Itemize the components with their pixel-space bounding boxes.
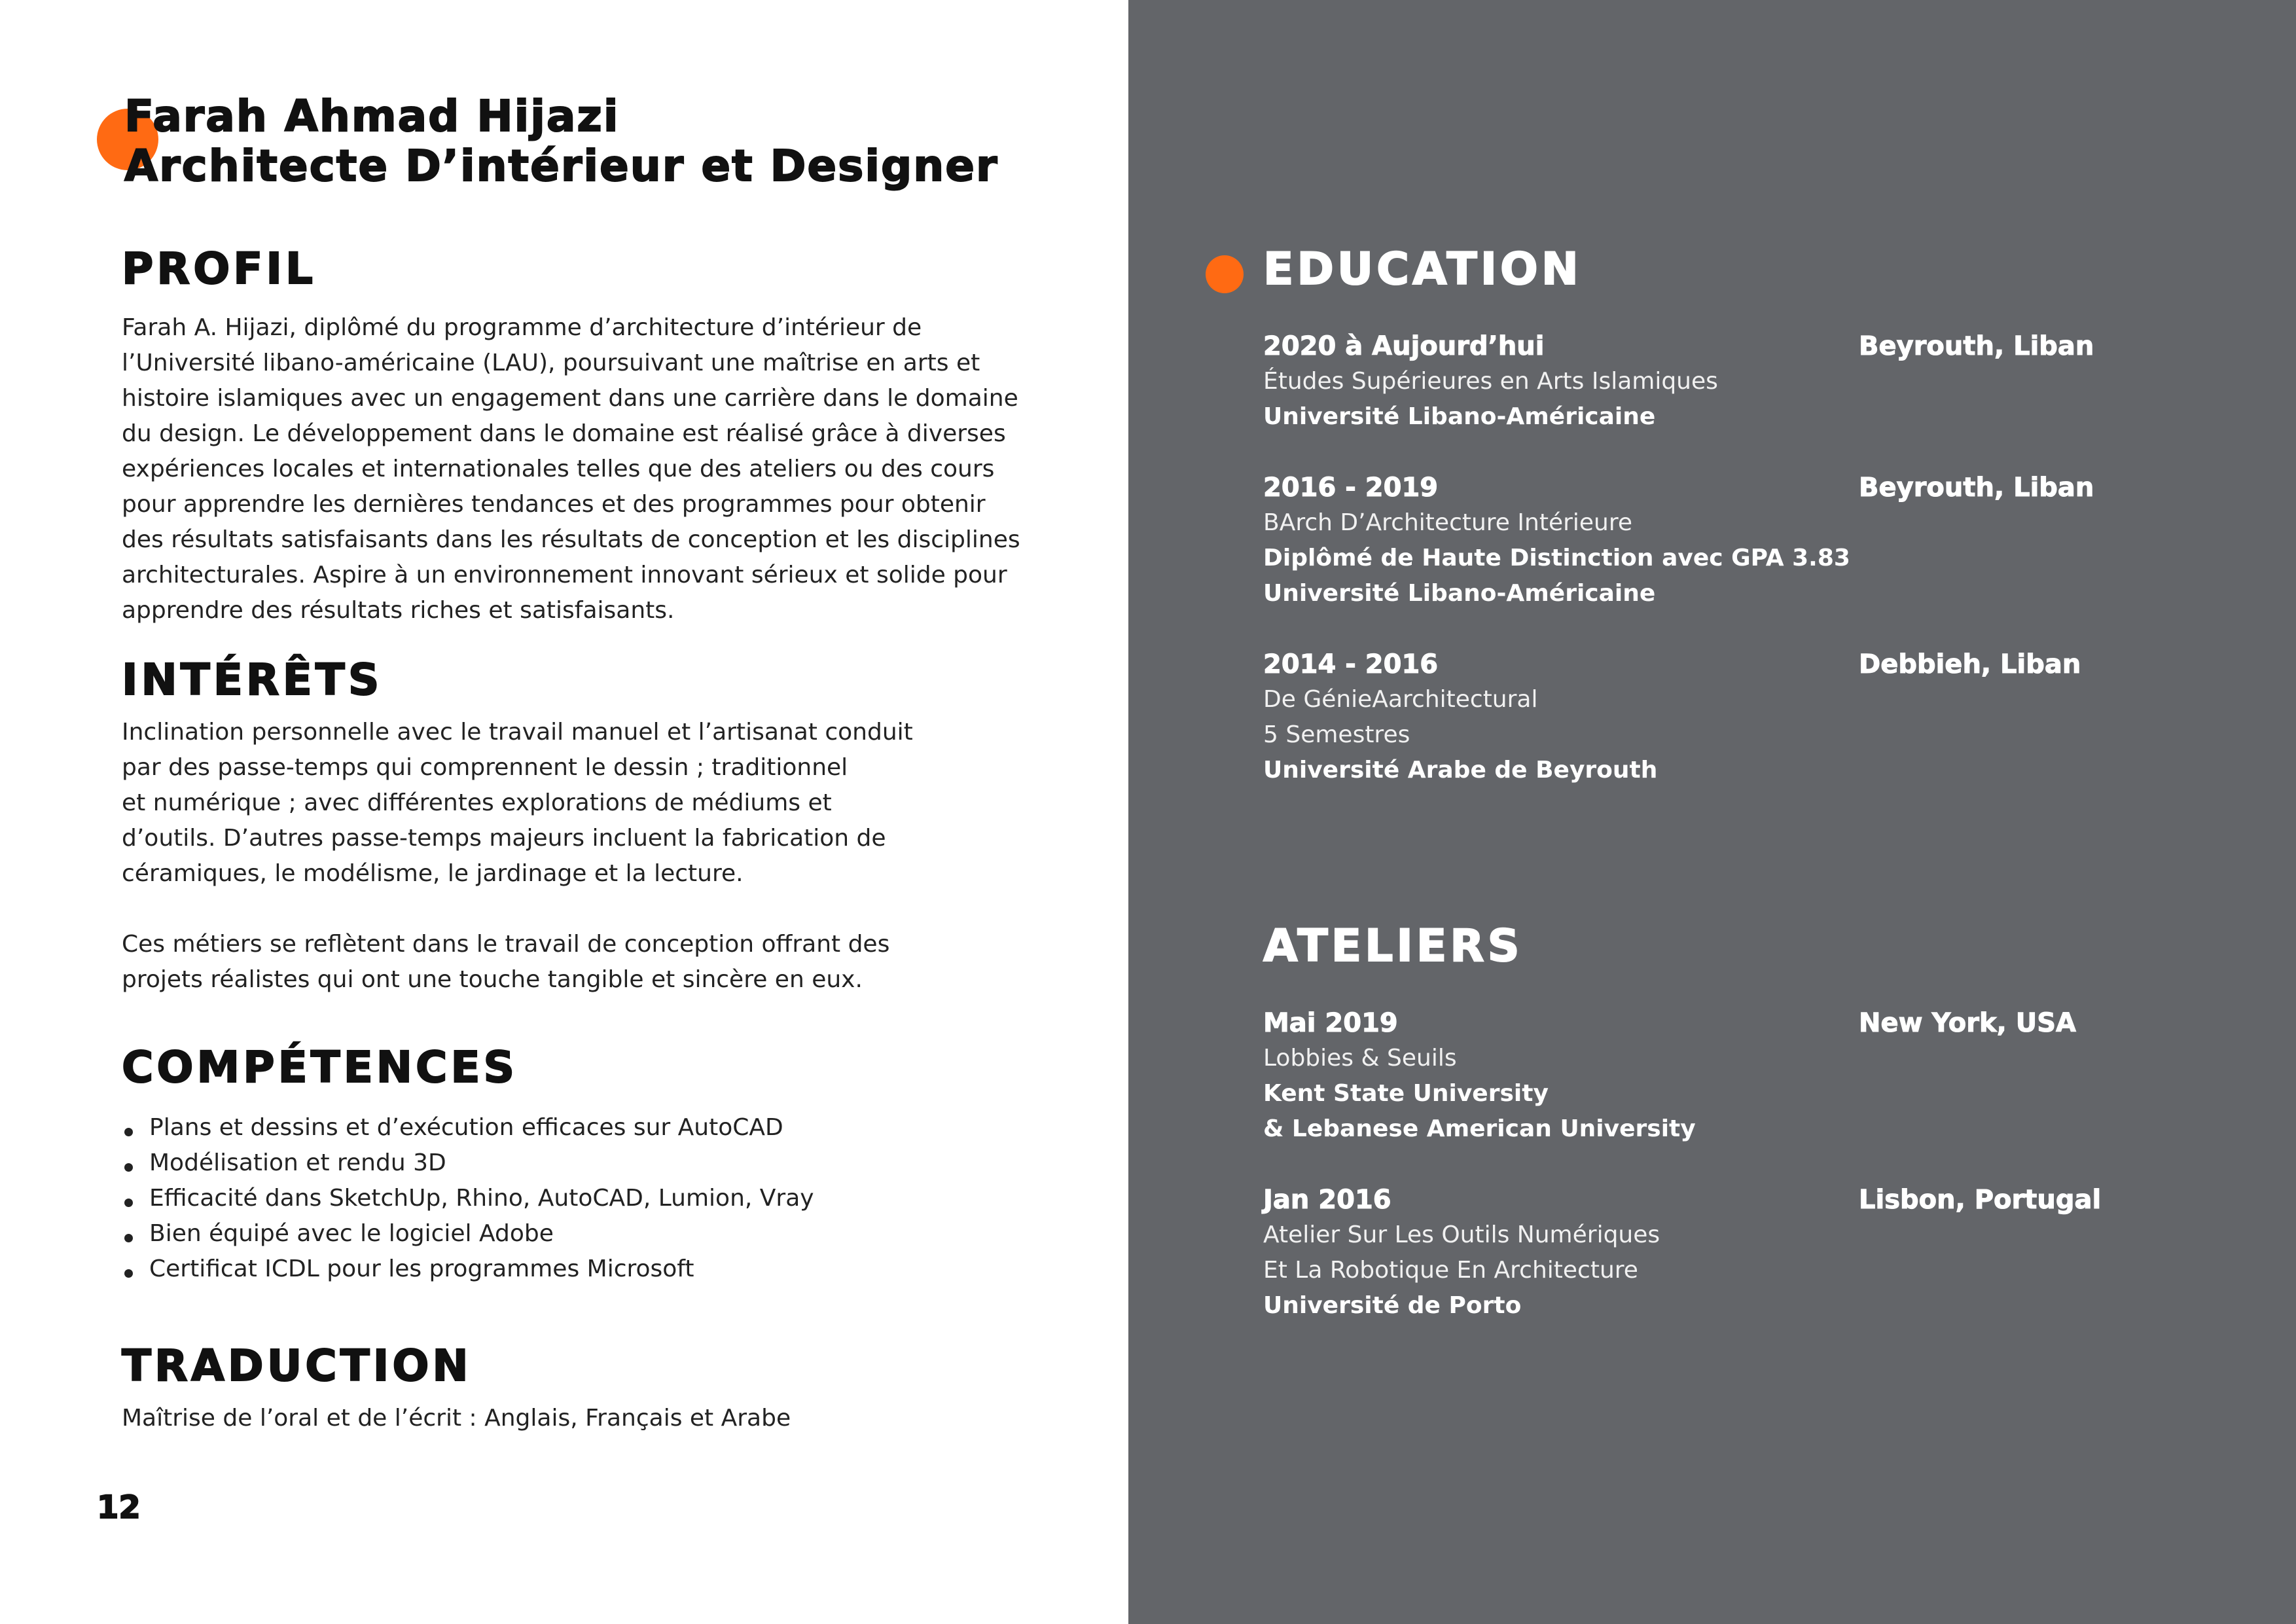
entry-date: 2014 - 2016: [1263, 649, 1439, 679]
text-line: expériences locales et internationales telles que des ateliers ou des cours: [122, 456, 995, 482]
text-line: des résultats satisfaisants dans les résultats de conception et les disciplines: [122, 526, 1020, 553]
traduction-text: Maîtrise de l’oral et de l’écrit : Anglais, Français et Arabe: [122, 1405, 791, 1432]
text-line: par des passe-temps qui comprennent le dessin ; traditionnel: [122, 754, 848, 781]
text-line: l’Université libano-américaine (LAU), poursuivant une maîtrise en arts et: [122, 350, 980, 376]
entry-line-bold: & Lebanese American University: [1263, 1115, 1696, 1142]
entry-date: Jan 2016: [1263, 1185, 1391, 1215]
bullet-icon: [124, 1234, 133, 1242]
entry-line: Études Supérieures en Arts Islamiques: [1263, 368, 1718, 395]
interets-heading: INTÉRÊTS: [122, 655, 383, 705]
entry-date: 2016 - 2019: [1263, 473, 1439, 503]
entry-date: Mai 2019: [1263, 1008, 1398, 1038]
resume-title: Architecte D’intérieur et Designer: [124, 141, 999, 191]
text-line: Inclination personnelle avec le travail manuel et l’artisanat conduit: [122, 719, 913, 746]
atelier-entry-2: [1263, 1182, 2134, 1324]
text-line: et numérique ; avec différentes explorations de médiums et: [122, 789, 832, 816]
entry-line-bold: Université de Porto: [1263, 1292, 1522, 1319]
bullet-icon: [124, 1269, 133, 1278]
education-entry-3: [1263, 647, 2134, 788]
bullet-icon: [124, 1199, 133, 1207]
accent-dot-education: [1206, 255, 1244, 293]
text-line: projets réalistes qui ont une touche tangible et sincère en eux.: [122, 966, 863, 993]
profil-text: [122, 310, 1103, 628]
entry-date: 2020 à Aujourd’hui: [1263, 331, 1545, 361]
education-entry-2: [1263, 470, 2134, 611]
entry-line: Et La Robotique En Architecture: [1263, 1257, 1638, 1284]
resume-name: Farah Ahmad Hijazi: [124, 91, 620, 141]
text-line: architecturales. Aspire à un environnement innovant sérieux et solide pour: [122, 562, 1007, 588]
bullet-icon: [124, 1163, 133, 1172]
text-line: apprendre des résultats riches et satisfaisants.: [122, 597, 675, 624]
bullet-icon: [124, 1128, 133, 1136]
entry-line-bold: Kent State University: [1263, 1080, 1549, 1107]
education-heading: EDUCATION: [1263, 244, 1582, 295]
list-item: Bien équipé avec le logiciel Adobe: [122, 1216, 1103, 1252]
traduction-heading: TRADUCTION: [122, 1341, 472, 1391]
entry-line-bold: Diplômé de Haute Distinction avec GPA 3.83: [1263, 545, 1850, 571]
entry-location: New York, USA: [1859, 1008, 2076, 1038]
entry-line: 5 Semestres: [1263, 721, 1410, 748]
text-line: Ces métiers se reflètent dans le travail de conception offrant des: [122, 931, 890, 958]
interets-text: [122, 715, 1103, 998]
entry-line-bold: Université Libano-Américaine: [1263, 580, 1656, 607]
skills-list: [122, 1110, 1103, 1287]
list-item: Certificat ICDL pour les programmes Microsoft: [122, 1252, 1103, 1287]
entry-line: Lobbies & Seuils: [1263, 1045, 1457, 1072]
text-line: céramiques, le modélisme, le jardinage et la lecture.: [122, 860, 744, 887]
entry-location: Debbieh, Liban: [1859, 649, 2081, 679]
entry-line-bold: Université Arabe de Beyrouth: [1263, 757, 1658, 784]
ateliers-heading: ATELIERS: [1263, 920, 1523, 972]
text-line: histoire islamiques avec un engagement dans une carrière dans le domaine: [122, 385, 1018, 412]
entry-location: Lisbon, Portugal: [1859, 1185, 2102, 1215]
entry-line: De GénieAarchitectural: [1263, 686, 1538, 713]
entry-location: Beyrouth, Liban: [1859, 331, 2094, 361]
list-item: Modélisation et rendu 3D: [122, 1146, 1103, 1181]
education-entry-1: [1263, 329, 2134, 435]
entry-location: Beyrouth, Liban: [1859, 473, 2094, 503]
text-line: Farah A. Hijazi, diplômé du programme d’architecture d’intérieur de: [122, 314, 922, 341]
competences-heading: COMPÉTENCES: [122, 1042, 518, 1092]
page-number: 12: [97, 1489, 141, 1526]
entry-line-bold: Université Libano-Américaine: [1263, 403, 1656, 430]
text-line: pour apprendre les dernières tendances et des programmes pour obtenir: [122, 491, 986, 518]
text-line: d’outils. D’autres passe-temps majeurs incluent la fabrication de: [122, 825, 886, 852]
entry-line: Atelier Sur Les Outils Numériques: [1263, 1221, 1660, 1248]
text-line: du design. Le développement dans le domaine est réalisé grâce à diverses: [122, 420, 1006, 447]
atelier-entry-1: [1263, 1005, 2134, 1147]
entry-line: BArch D’Architecture Intérieure: [1263, 509, 1633, 536]
list-item: Plans et dessins et d’exécution efficaces sur AutoCAD: [122, 1110, 1103, 1146]
profil-heading: PROFIL: [122, 244, 316, 294]
list-item: Efficacité dans SketchUp, Rhino, AutoCAD, Lumion, Vray: [122, 1181, 1103, 1216]
